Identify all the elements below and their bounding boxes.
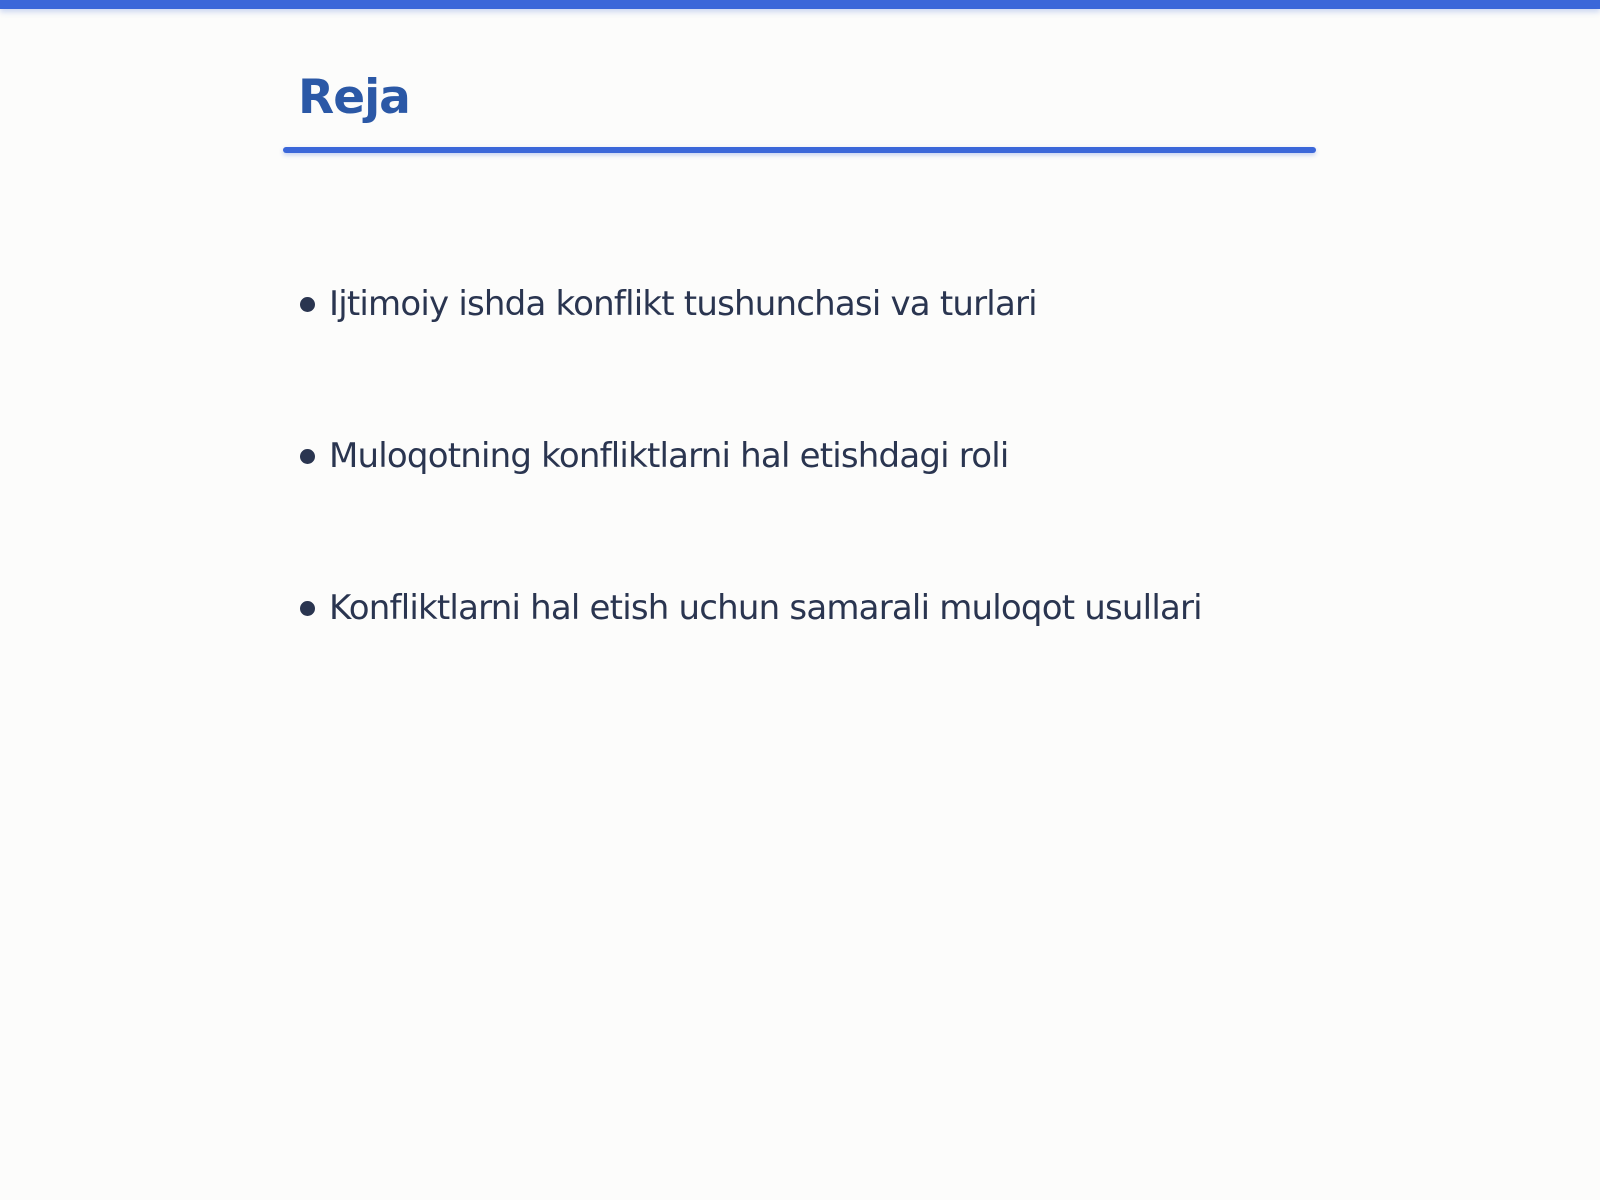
list-item — [300, 430, 1202, 482]
bullet-text: Konfliktlarni hal etish uchun samarali muloqot usullari — [329, 588, 1202, 628]
page-title: Reja — [298, 70, 410, 125]
bullet-icon — [300, 601, 315, 616]
list-item — [300, 582, 1202, 634]
bullet-icon — [300, 297, 315, 312]
bullet-text: Muloqotning konfliktlarni hal etishdagi roli — [329, 436, 1009, 476]
bullet-icon — [300, 449, 315, 464]
bullet-text: Ijtimoiy ishda konflikt tushunchasi va turlari — [329, 284, 1037, 324]
list-item — [300, 278, 1202, 330]
title-underline — [283, 147, 1316, 153]
top-accent-bar — [0, 0, 1600, 9]
bullet-list — [300, 278, 1202, 734]
